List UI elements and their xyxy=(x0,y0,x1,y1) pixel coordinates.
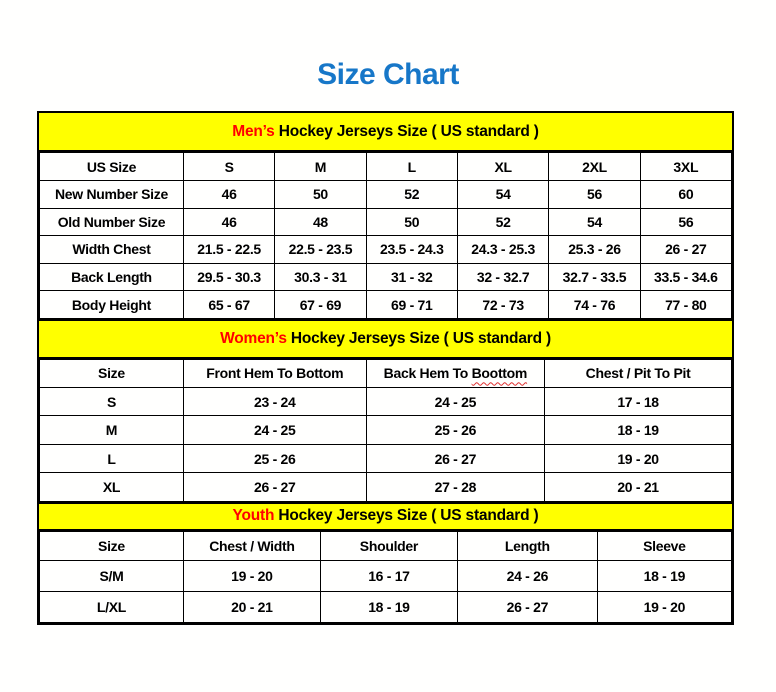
size-value-cell: 77 - 80 xyxy=(640,291,731,319)
size-value-cell: 24 - 25 xyxy=(183,416,366,445)
mens-header-row xyxy=(40,153,732,181)
size-value-cell: 74 - 76 xyxy=(549,291,640,319)
page-title: Size Chart xyxy=(317,58,459,91)
row-label-cell: New Number Size xyxy=(40,181,184,209)
size-value-cell: 17 - 18 xyxy=(545,387,732,416)
size-value-cell: 25.3 - 26 xyxy=(549,236,640,264)
size-value-cell: 18 - 19 xyxy=(597,560,731,591)
womens-header-row xyxy=(40,359,732,387)
size-value-cell: 48 xyxy=(275,208,366,236)
column-header: Sleeve xyxy=(597,531,731,560)
womens-row-l xyxy=(40,444,732,473)
size-value-cell: 23 - 24 xyxy=(183,387,366,416)
size-value-cell: 20 - 21 xyxy=(183,591,320,622)
size-value-cell: 60 xyxy=(640,181,731,209)
row-label-cell: L/XL xyxy=(40,591,184,622)
column-header: Size xyxy=(40,531,184,560)
row-label-cell: Back Length xyxy=(40,263,184,291)
size-value-cell: 31 - 32 xyxy=(366,263,457,291)
size-value-cell: 24.3 - 25.3 xyxy=(457,236,548,264)
size-value-cell: 25 - 26 xyxy=(183,444,366,473)
row-label-cell: XL xyxy=(40,473,184,502)
size-value-cell: 19 - 20 xyxy=(183,560,320,591)
row-label-cell: S xyxy=(40,387,184,416)
size-value-cell: 23.5 - 24.3 xyxy=(366,236,457,264)
size-value-cell: 26 - 27 xyxy=(640,236,731,264)
youth-row-sm xyxy=(40,560,732,591)
size-value-cell: 46 xyxy=(183,181,274,209)
youth-header-row xyxy=(40,531,732,560)
size-value-cell: 52 xyxy=(457,208,548,236)
womens-section-banner xyxy=(39,319,732,359)
youth-section-banner xyxy=(39,502,732,531)
womens-row-xl xyxy=(40,473,732,502)
mens-row-back-length xyxy=(40,263,732,291)
row-label-cell: M xyxy=(40,416,184,445)
size-value-cell: 19 - 20 xyxy=(597,591,731,622)
row-label-cell: S/M xyxy=(40,560,184,591)
youth-size-table xyxy=(39,531,732,623)
youth-row-lxl xyxy=(40,591,732,622)
size-value-cell: 22.5 - 23.5 xyxy=(275,236,366,264)
mens-section-banner xyxy=(39,113,732,152)
mens-row-width-chest xyxy=(40,236,732,264)
row-label-cell: Width Chest xyxy=(40,236,184,264)
column-header xyxy=(366,359,545,387)
size-value-cell: 50 xyxy=(366,208,457,236)
womens-banner-text: Hockey Jerseys Size ( US standard ) xyxy=(286,329,551,347)
column-header: L xyxy=(366,153,457,181)
size-value-cell: 32 - 32.7 xyxy=(457,263,548,291)
row-label-cell: Body Height xyxy=(40,291,184,319)
size-chart-tables xyxy=(37,111,734,625)
size-value-cell: 26 - 27 xyxy=(457,591,597,622)
mens-row-new-number-size xyxy=(40,181,732,209)
mens-row-body-height xyxy=(40,291,732,319)
size-value-cell: 32.7 - 33.5 xyxy=(549,263,640,291)
column-header: Chest / Pit To Pit xyxy=(545,359,732,387)
size-value-cell: 56 xyxy=(640,208,731,236)
size-value-cell: 69 - 71 xyxy=(366,291,457,319)
size-value-cell: 29.5 - 30.3 xyxy=(183,263,274,291)
back-hem-label: Back Hem To xyxy=(383,365,472,382)
size-value-cell: 46 xyxy=(183,208,274,236)
youth-banner-text: Hockey Jerseys Size ( US standard ) xyxy=(274,507,539,525)
size-value-cell: 24 - 26 xyxy=(457,560,597,591)
size-value-cell: 21.5 - 22.5 xyxy=(183,236,274,264)
size-value-cell: 16 - 17 xyxy=(320,560,457,591)
size-value-cell: 18 - 19 xyxy=(545,416,732,445)
column-header: 2XL xyxy=(549,153,640,181)
size-value-cell: 54 xyxy=(457,181,548,209)
column-header: Size xyxy=(40,359,184,387)
back-hem-misspelled-word: Boottom xyxy=(471,365,528,382)
column-header: XL xyxy=(457,153,548,181)
column-header: 3XL xyxy=(640,153,731,181)
column-header: Length xyxy=(457,531,597,560)
youth-banner-highlight: Youth xyxy=(232,507,275,525)
column-header: Chest / Width xyxy=(183,531,320,560)
size-value-cell: 65 - 67 xyxy=(183,291,274,319)
column-header: US Size xyxy=(40,153,184,181)
size-value-cell: 26 - 27 xyxy=(366,444,545,473)
mens-size-table xyxy=(39,152,732,319)
womens-row-s xyxy=(40,387,732,416)
column-header: M xyxy=(275,153,366,181)
size-value-cell: 30.3 - 31 xyxy=(275,263,366,291)
mens-row-old-number-size xyxy=(40,208,732,236)
column-header: Front Hem To Bottom xyxy=(183,359,366,387)
size-value-cell: 50 xyxy=(275,181,366,209)
womens-size-table xyxy=(39,359,732,502)
row-label-cell: L xyxy=(40,444,184,473)
row-label-cell: Old Number Size xyxy=(40,208,184,236)
womens-row-m xyxy=(40,416,732,445)
womens-banner-highlight: Women’s xyxy=(220,329,287,347)
size-value-cell: 52 xyxy=(366,181,457,209)
size-value-cell: 24 - 25 xyxy=(366,387,545,416)
column-header: Shoulder xyxy=(320,531,457,560)
size-value-cell: 18 - 19 xyxy=(320,591,457,622)
size-value-cell: 54 xyxy=(549,208,640,236)
size-value-cell: 25 - 26 xyxy=(366,416,545,445)
mens-banner-highlight: Men’s xyxy=(232,122,275,140)
column-header: S xyxy=(183,153,274,181)
size-value-cell: 67 - 69 xyxy=(275,291,366,319)
size-value-cell: 27 - 28 xyxy=(366,473,545,502)
size-value-cell: 26 - 27 xyxy=(183,473,366,502)
size-value-cell: 56 xyxy=(549,181,640,209)
size-value-cell: 33.5 - 34.6 xyxy=(640,263,731,291)
size-value-cell: 19 - 20 xyxy=(545,444,732,473)
size-value-cell: 72 - 73 xyxy=(457,291,548,319)
size-value-cell: 20 - 21 xyxy=(545,473,732,502)
mens-banner-text: Hockey Jerseys Size ( US standard ) xyxy=(274,122,539,140)
